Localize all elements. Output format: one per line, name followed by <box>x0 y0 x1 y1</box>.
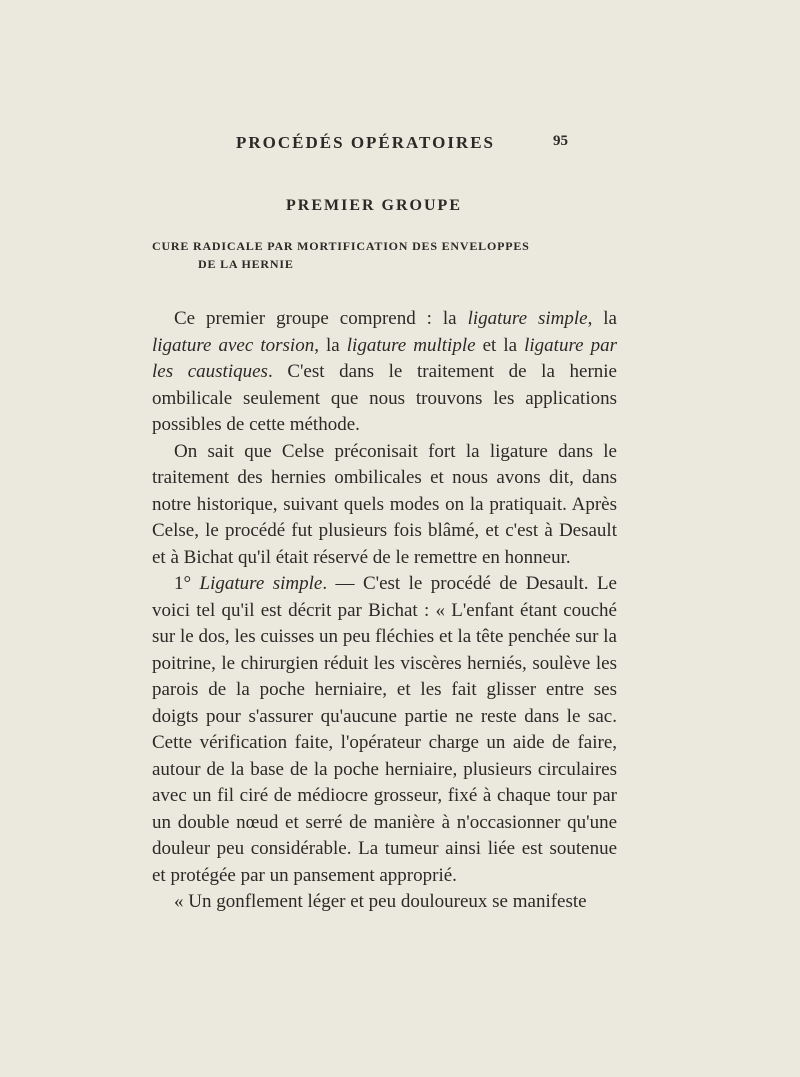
p1-text-a: Ce premier groupe comprend : la <box>174 308 468 329</box>
paragraph-4: « Un gonflement léger et peu douloureux se manifeste <box>174 891 587 912</box>
p1-em-ligature-torsion: ligature avec torsion <box>152 334 315 356</box>
paragraph-3 <box>152 571 617 889</box>
p3-text: . — C'est le procédé de Desault. Le voici tel qu'il est décrit par Bichat : « L'enfant étant couché sur le dos, les cuisses un peu fléchies et la tête penchée sur la poitrine, le chirurgien réduit les viscères herniés, soulève les parois de la poche herniaire, et les fait glisser entre ses doigts pour s'assurer qu'aucune partie ne reste dans le sac. Cette vérification faite, l'opérateur charge un aide de faire, autour de la base de la poche herniaire, plusieurs circulaires avec un fil ciré de médiocre grosseur, fixé à chaque tour par un double nœud et serré de manière à n'occasionner qu'une douleur peu considérable. La tumeur ainsi liée est soutenue et protégée par un pansement approprié. <box>152 573 617 886</box>
p1-text-e: . C'est dans le traitement de la hernie ombilicale seulement que nous trouvons les applications possibles de cette méthode. <box>152 361 617 435</box>
p1-text-d: et la <box>475 334 525 356</box>
p1-text-b: , la <box>587 308 617 329</box>
p3-em-ligature-simple: Ligature simple <box>199 573 323 594</box>
section-title-line2: DE LA HERNIE <box>198 257 294 271</box>
section-title <box>152 237 612 273</box>
p3-number: 1° <box>174 573 200 594</box>
body-text <box>152 306 617 916</box>
p1-em-ligature-multiple: ligature multiple <box>346 334 476 356</box>
group-title: PREMIER GROUPE <box>286 197 462 214</box>
running-head: PROCÉDÉS OPÉRATOIRES <box>236 133 495 152</box>
section-title-line1: CURE RADICALE PAR MORTIFICATION DES ENVELOPPES <box>152 239 530 253</box>
p1-em-ligature-simple: ligature simple <box>467 308 588 329</box>
paragraph-2: On sait que Celse préconisait fort la ligature dans le traitement des hernies ombilicales et nous avons dit, dans notre historique, suivant quels modes on la pratiquait. Après Celse, le procédé fut plusieurs fois blâmé, et c'est à Desault et à Bichat qu'il était réservé de le remettre en honneur. <box>152 440 617 568</box>
page-number: 95 <box>553 133 568 149</box>
p1-text-c: , la <box>314 334 347 356</box>
p1-em-ligature-caustiques: ligature par les caustiques <box>152 334 618 382</box>
paragraph-1 <box>152 306 617 439</box>
